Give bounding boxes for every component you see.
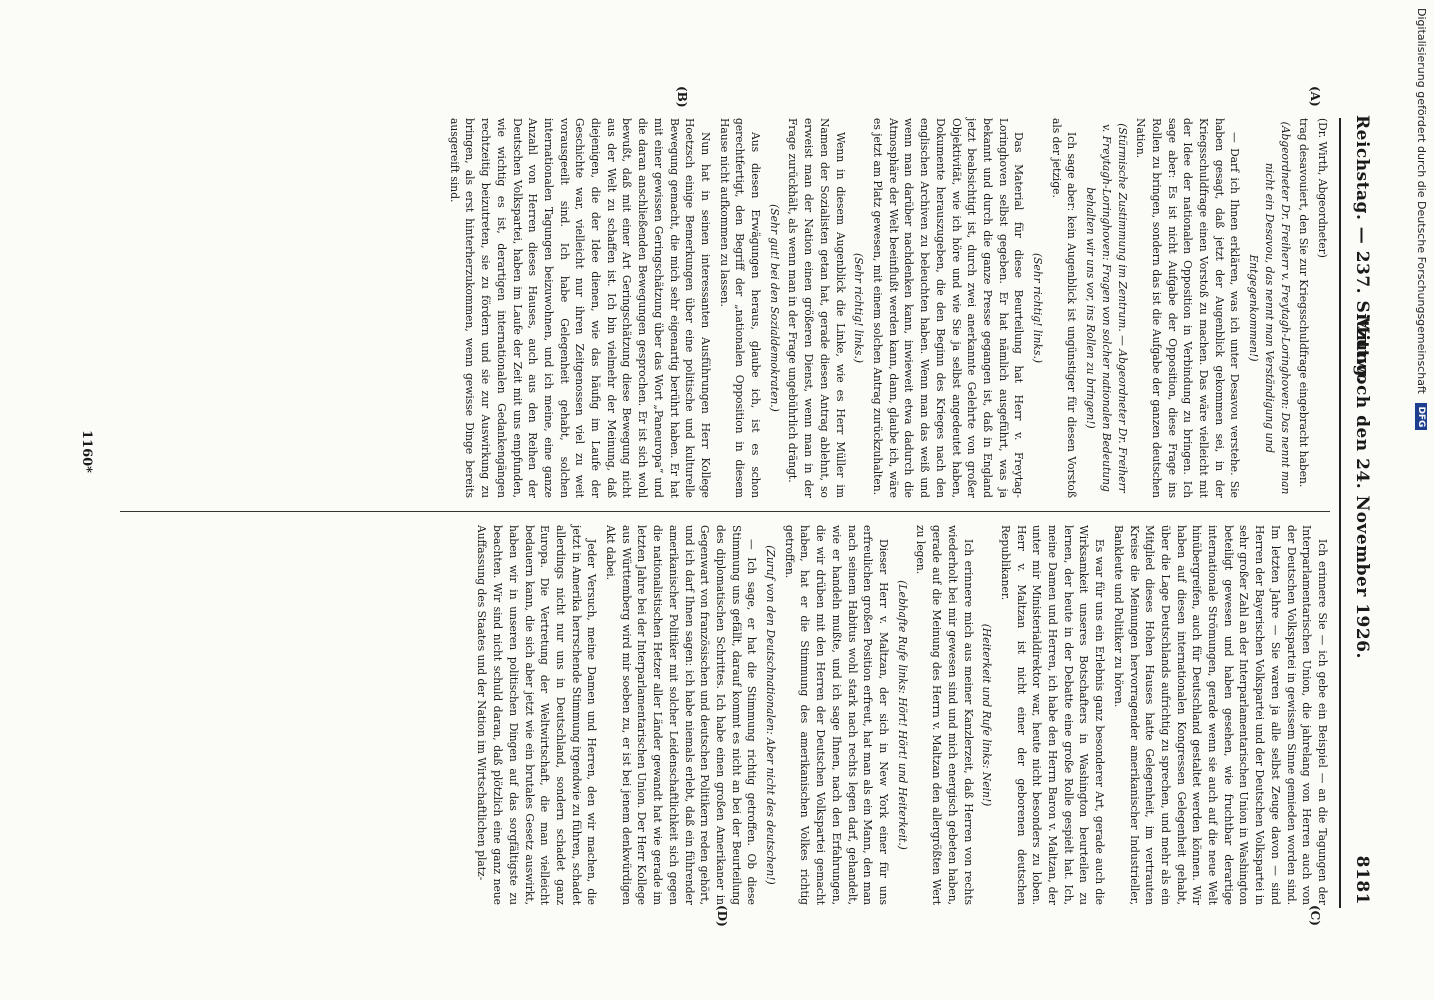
header-date: Mittwoch den 24. November 1926.: [1352, 315, 1372, 659]
margin-marker-c: (C): [1308, 905, 1322, 926]
dfg-logo: DFG: [1415, 403, 1427, 430]
interjection: (Lebhafte Rufe links: Hört! Hört! und Heiterkeit.): [895, 580, 909, 850]
paragraph: (Dr. Wirth, Abgeordneter): [1316, 118, 1329, 258]
paragraph: Nun hat in seinen interessanten Ausführungen Herr Kollege Hoetzsch einige Bemerkungen über eine politische und kulturelle Bewegung gemacht, die mich sehr eigenartig berührt haben. Er hat mit einer gewissen Geringschätzung über das Wort „Paneuropa“ und die daran anschließenden Bewegungen gesprochen. Er ist sich wohl bewußt, daß mit einer Art Geringschätzung diese Bewegung nicht aus der Welt zu schaffen ist. Ich bin vielmehr der Meinung, daß diejenigen, die der Idee dienen, wie das häufig im Laufe der Geschichte war, vielleicht nur ihren Zeitgenossen viel zu weit vorausgeeilt sind. Ich habe Gelegenheit gehabt, solchen internationalen Tagungen beizuwohnen, und ich meine, eine ganze Anzahl von Herren dieses Hauses, auch aus den Reihen der Deutschen Volkspartei, haben im Laufe der Zeit mit uns empfunden, wie wichtig es ist, derartigen internationalen Gedankengängen rechtzeitig beizutreten, sie zu fördern und sie zur Auswirkung zu bringen, als erst hinterherzukommen, wenn gewisse Dinge bereits ausgereift sind.: [447, 118, 712, 498]
left-column: [443, 118, 1330, 498]
interjection: (Sehr richtig! links.): [852, 252, 866, 364]
digitization-note: Digitalisierung gefördert durch die Deutsche Forschungsgemeinschaft: [1415, 8, 1428, 394]
header-left: Reichstag. — 237. Sitzung.: [1352, 115, 1372, 384]
page-footer: 1160*: [79, 430, 94, 473]
page-header: [1346, 115, 1374, 905]
margin-marker-d: (D): [715, 905, 729, 927]
paragraph: Das Material für diese Beurteilung hat Herr v. Freytag-Loringhoven selbst gegeben. Er hat nämlich ausgeführt, was ja bekannt und durch die ganze Presse gegangen ist, daß in England jetzt beabsichtigt ist, durch zwei anerkannte Gelehrte von großer Objektivität, wie ich höre und wie Sie ja selbst angedeutet haben, Dokumente herauszugeben, die den Beginn des Krieges nach den englischen Archiven zu beleuchten haben. Wenn man das weiß und wenn man darüber nachdenken kann, inwieweit etwa dadurch die Atmosphäre der Welt beeinflußt werden kann, dann, glaube ich, wäre es jetzt am Platz gewesen, mit einem solchen Antrag zurückzuhalten.: [871, 118, 1026, 498]
interjection: (Sehr gut! bei den Sozialdemokraten.): [767, 204, 781, 412]
interjection: (Zuruf von den Deutschnationalen: Aber nicht des deutschen!): [764, 545, 778, 885]
paragraph: Dieser Herr v. Maltzan, der sich in New York einer für uns erfreulichen großen Position erfreut, hat man als ein Mann, den man nach seinem Habitus wohl stark nach rechts legen darf, gehandelt, wie er handeln mußte, und ich sage Ihnen, nach den Erfahrungen, die wir drüben mit den Herren der Deutschen Volkspartei gemacht haben, hat er die Stimmung des amerikanischen Volkes richtig getroffen.: [782, 525, 891, 905]
paragraph: Ich erinnere Sie — ich gebe ein Beispiel — an die Tagungen der Interparlamentarischen Union, die jahrelang von Herren auch von der Deutschen Volkspartei in gewissem Sinne gemieden worden sind. Im letzten Jahre — Sie waren ja alle selbst Zeuge davon — sind Herren der Bayerischen Volkspartei und der Deutschen Volkspartei in sehr großer Zahl an der Interparlamentarischen Union in Washington beteiligt gewesen und haben gesehen, wie fruchtbar derartige internationale Strömungen, gerade wenn sie auch auf die neue Welt hinübergreifen, auch für Deutschland gestaltet werden können. Wir haben auf diesen internationalen Kongressen Gelegenheit gehabt, über die Lage Deutschlands aufrichtig zu sprechen, und mehr als ein Mitglied dieses Hohen Hauses hatte Gelegenheit, im vertrauten Kreise die Meinungen hervorragender amerikanischer Industrieller, Bankleute und Politiker zu hören.: [1111, 525, 1329, 905]
paragraph: Wenn in diesem Augenblick die Linke, wie es Herr Müller im Namen der Sozialisten getan hat, gerade diesen Antrag ablehnt, so erweist man der Nation einen größeren Dienst, wenn man in der Frage zurückhält, als wenn man in der Frage ungebührlich drängt.: [786, 118, 847, 498]
paragraph: Ich sage aber: kein Augenblick ist ungünstiger für diesen Vorstoß als der jetzige.: [1049, 118, 1079, 498]
paragraph: — Darf ich Ihnen erklären, was ich unter Desavou verstehe. Sie haben gesagt, daß jetzt der Augenblick gekommen sei, in der Kriegsschuldfrage einen Vorstoß zu machen. Das wäre vielleicht mit der Idee der nationalen Opposition in Verbindung zu bringen. Ich sage aber: Es ist nicht Aufgabe der Opposition, diese Frage ins Rollen zu bringen, sondern das ist die Aufgabe der ganzen deutschen Nation.: [1134, 118, 1242, 498]
digitization-credit: [1411, 8, 1431, 988]
right-column: [471, 525, 1330, 905]
paragraph: Aus diesen Erwägungen heraus, glaube ich, ist es schon gerechtfertigt, den Begriff der „nationalen Opposition in diesem Hause nicht aufkommen zu lassen.: [717, 118, 763, 498]
interjection: (Abgeordneter Dr. Freiherr v. Freytagh-Loringhoven: Das nennt man nicht ein Desavou, das nennt man Verständigung und Entgegenkommen!): [1247, 121, 1292, 495]
header-rule: [1339, 118, 1341, 908]
margin-marker-b: (B): [675, 86, 689, 108]
interjection: (Heiterkeit und Rufe links: Nein!): [980, 623, 994, 807]
paragraph: Es war für uns ein Erlebnis ganz besonderer Art, gerade auch die Wirksamkeit unseres Botschafters in Washington beurteilen zu lernen, der heute in der Debatte eine große Rolle gespielt hat. Ich, meine Damen und Herren, ich habe den Herrn Baron v. Maltzan, der unter mir Ministerialdirektor war, heute nicht besonders zu loben. Herr v. Maltzan ist nicht einer der geborenen deutschen Republikaner.: [998, 525, 1107, 905]
margin-marker-a: (A): [1308, 86, 1322, 107]
paragraph: Jeder Versuch, meine Damen und Herren, den wir machen, die jetzt in Amerika herrschende Stimmung irgendwie zu führen, schadet allerdings nicht nur uns in Deutschland, sondern schadet ganz Europa. Die Vertretung der Weltwirtschaft, die man vielleicht bedauern kann, die sich aber jetzt wie ein brutales Gesetz auswirkt, haben wir in unseren politischen Dingen auf das sorgfältigste zu beachten. Wir sind nicht schuld daran, daß plötzlich eine ganz neue Auffassung des Staates und der Nation im Wirtschaftlichen platz-: [475, 525, 599, 905]
page-number: 8181: [1352, 855, 1372, 905]
paragraph: trag desavouiert, den Sie zur Kriegsschuldfrage eingebracht haben.: [1297, 118, 1311, 488]
paragraph: — Ich sage, er hat die Stimmung richtig getroffen. Ob diese Stimmung uns gefällt, darauf kommt es nicht an bei der Beurteilung des diplomatischen Schrittes. Ich habe einen großen Amerikaner in Gegenwart von französischen und deutschen Politikern reden gehört, und ich darf Ihnen sagen: ich habe niemals erlebt, daß ein führender amerikanischer Politiker mit solcher Leidenschaftlichkeit sich gegen die nationalistischen Hetzer aller Länder gewandt hat wie gerade im letzten Jahre bei der Interparlamentarischen Union. Der Herr Kollege aus Württemberg wird mir soeben zu, er ist bei jenem denkwürdigen Akt dabei.: [604, 525, 759, 905]
column-divider: [120, 511, 1330, 512]
interjection: (Stürmische Zustimmung im Zentrum. — Abgeordneter Dr. Freiherr v. Freytagh-Loringhoven: Fragen von solcher nationalen Bedeutung behalten wir uns vor, ins Rollen zu bringen!): [1084, 123, 1129, 493]
paragraph: Ich erinnere mich aus meiner Kanzlerzeit, daß Herren von rechts wiederholt bei mir gewesen sind und mich energisch gebeten haben, gerade auf die Meinung des Herrn v. Maltzan den allergrößten Wert zu legen.: [914, 525, 975, 905]
interjection: (Sehr richtig! links.): [1031, 252, 1045, 364]
